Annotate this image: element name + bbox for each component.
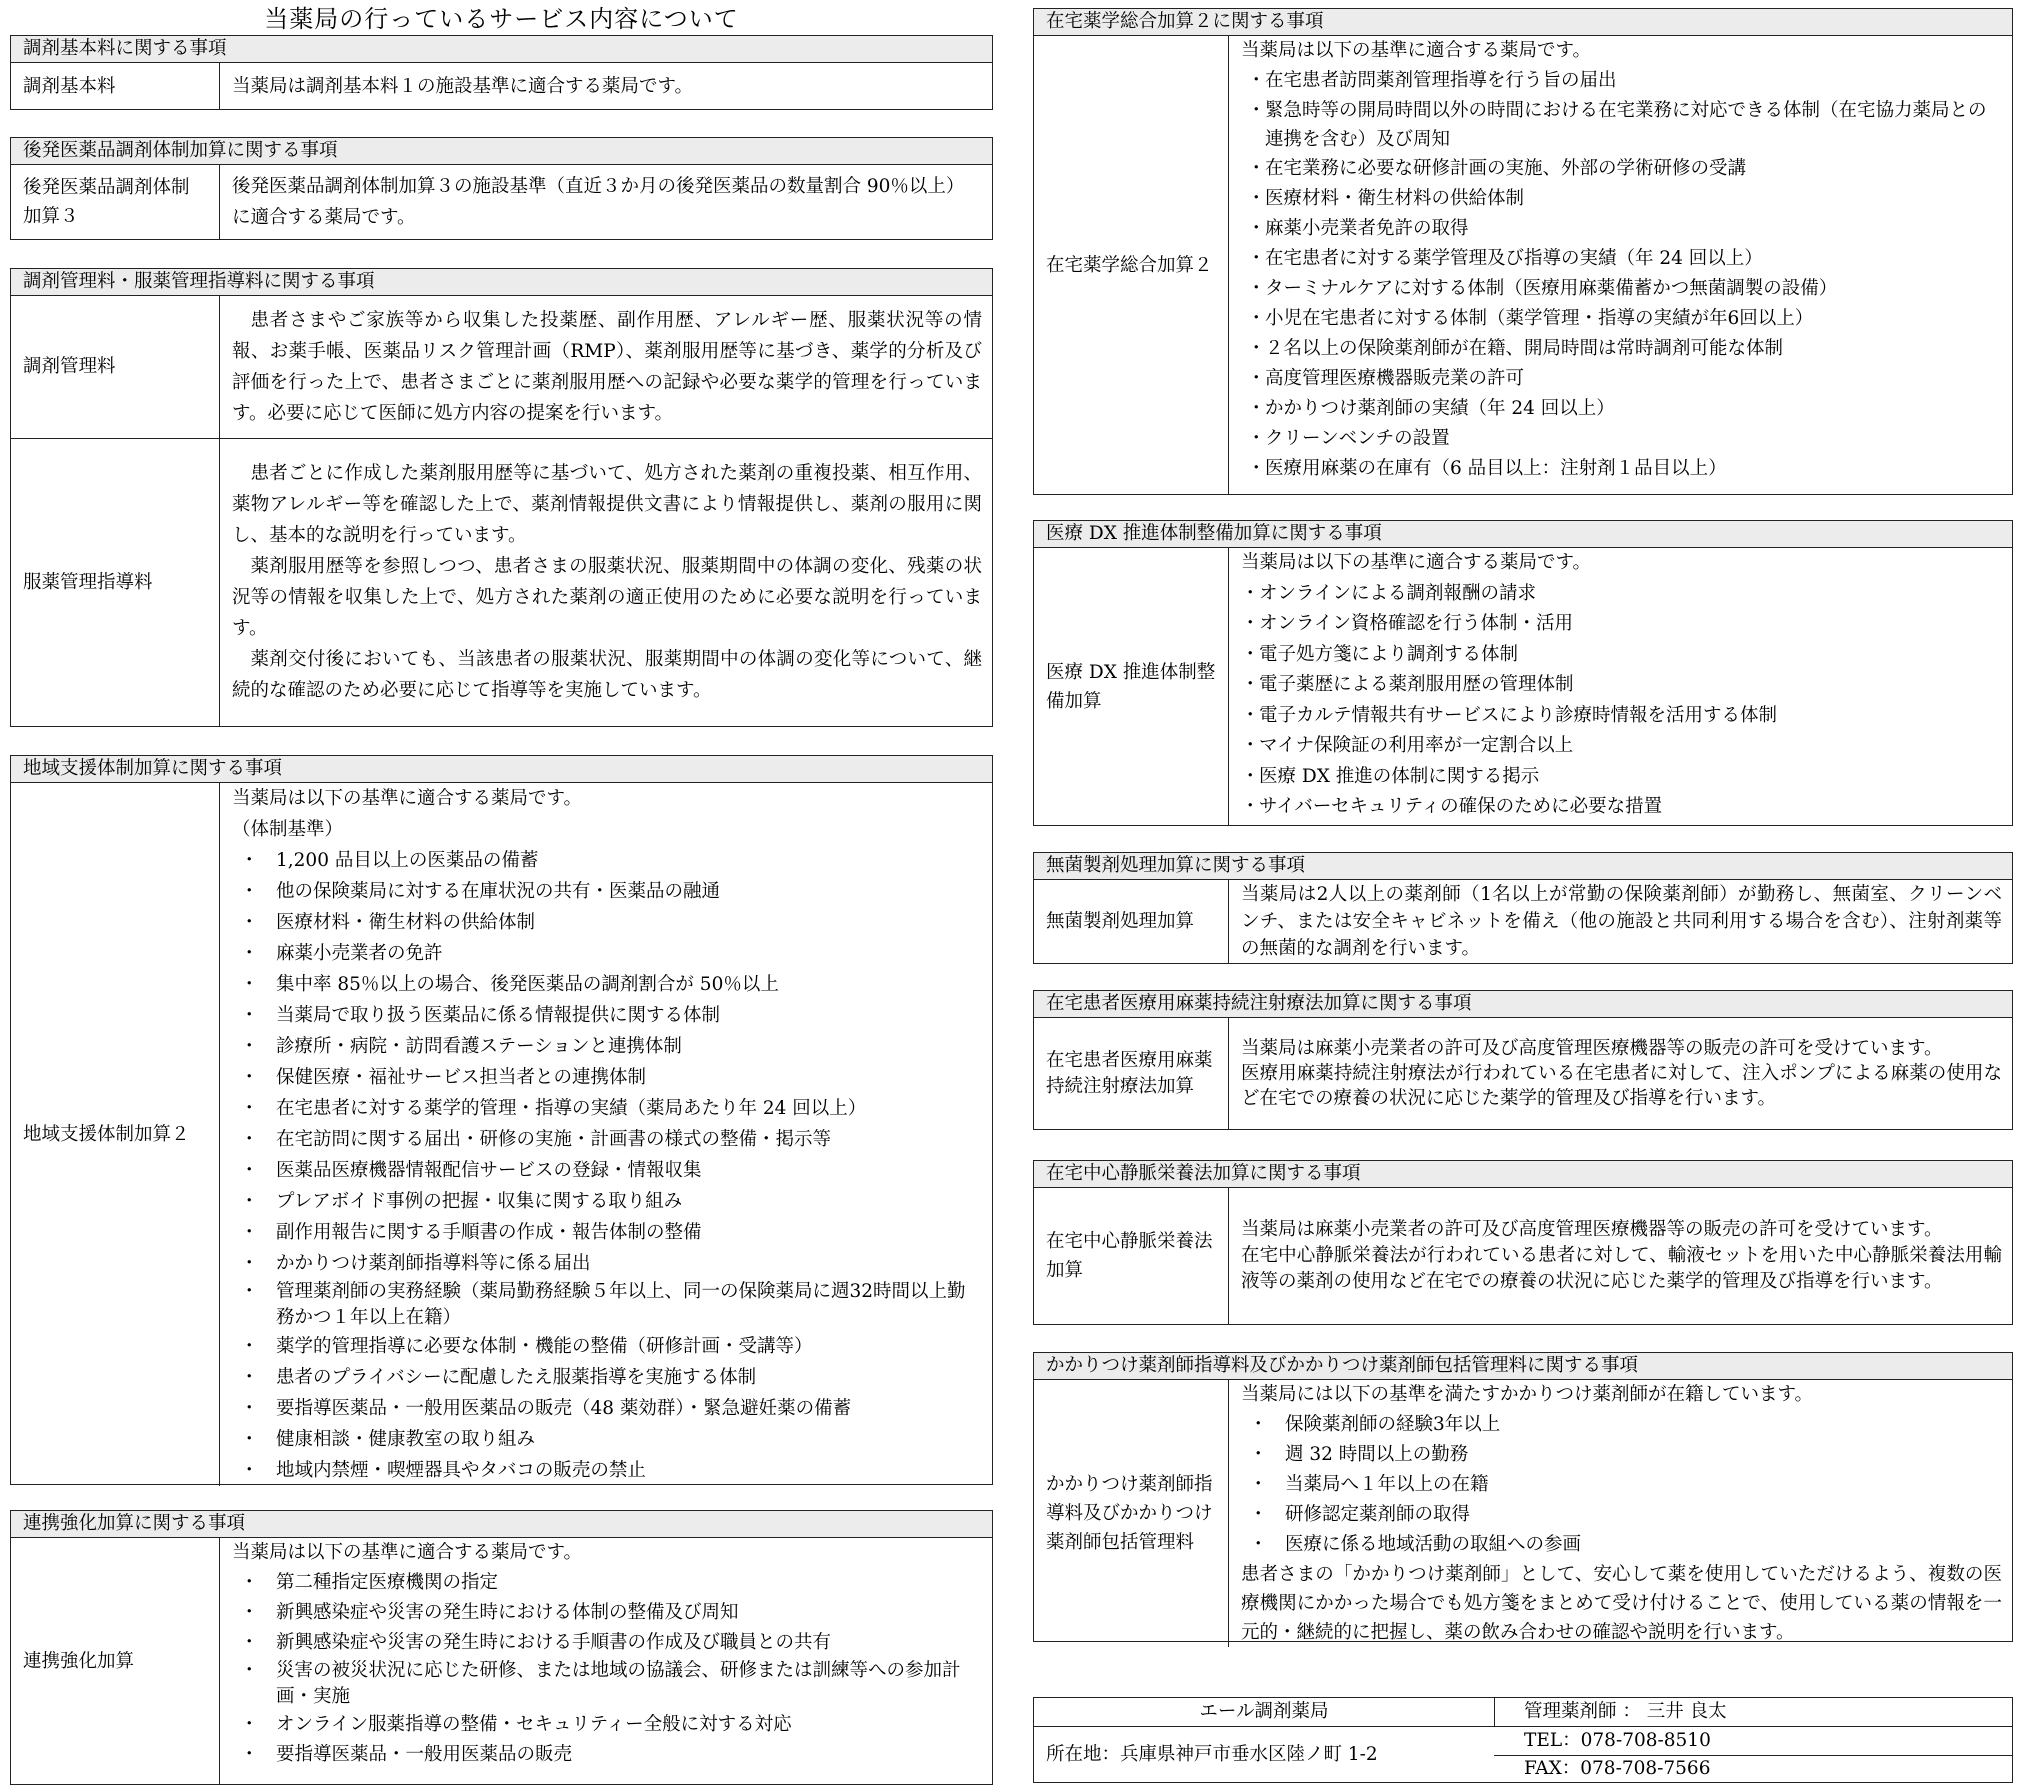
intro-text: 当薬局は以下の基準に適合する薬局です。: [1241, 40, 1592, 61]
list-item: ・ 医療に係る地域活動の取組への参画: [1241, 1530, 2002, 1560]
list-item: ・ 副作用報告に関する手順書の作成・報告体制の整備: [232, 1217, 982, 1248]
criteria-list: [1241, 579, 2002, 823]
row-label: 地域支援体制加算２: [11, 783, 220, 1486]
list-item: ・ オンラインによる調剤報酬の請求: [1241, 579, 2002, 610]
section-heading: 後発医薬品調剤体制加算に関する事項: [11, 138, 992, 165]
pharmacy-info-footer: [1033, 1697, 2013, 1783]
section-regional-support-addition: [10, 755, 993, 1485]
section-heading: 調剤基本料に関する事項: [11, 36, 992, 63]
row-label: かかりつけ薬剤師指導料及びかかりつけ薬剤師包括管理料: [1034, 1380, 1229, 1647]
list-item: ・ 薬学的管理指導に必要な体制・機能の整備（研修計画・受講等）: [232, 1331, 982, 1362]
paragraph: 当薬局は麻薬小売業者の許可及び高度管理医療機器等の販売の許可を受けています。: [1241, 1219, 1943, 1240]
fax-number: FAX：078-708-7566: [1524, 1758, 1711, 1779]
row-label: 服薬管理指導料: [11, 438, 220, 726]
list-item: ・ 災害の被災状況に応じた研修、または地域の協議会、研修または訓練等への参加計画・実施: [232, 1658, 982, 1710]
list-item: ・ 在宅患者訪問薬剤管理指導を行う旨の届出: [1247, 66, 2002, 96]
address: 所在地：兵庫県神戸市垂水区陸ノ町 1-2: [1046, 1744, 1378, 1765]
list-item: ・ ターミナルケアに対する体制（医療用麻薬備蓄かつ無菌調製の設備）: [1247, 274, 2002, 304]
list-item: ・ 患者のプライバシーに配慮したえ服薬指導を実施する体制: [232, 1362, 982, 1393]
list-item: ・ 集中率 85％以上の場合、後発医薬品の調剤割合が 50％以上: [232, 969, 982, 1000]
list-item: ・ 医療材料・衛生材料の供給体制: [232, 907, 982, 938]
list-item: ・ ２名以上の保険薬剤師が在籍、開局時間は常時調剤可能な体制: [1247, 334, 2002, 364]
list-item: ・ 小児在宅患者に対する体制（薬学管理・指導の実績が年6回以上）: [1247, 304, 2002, 334]
intro-text: 当薬局は以下の基準に適合する薬局です。: [232, 1542, 583, 1563]
list-item: ・ 1,200 品目以上の医薬品の備蓄: [232, 845, 982, 876]
row-label: 連携強化加算: [11, 1538, 220, 1784]
section-heading: 調剤管理料・服薬管理指導料に関する事項: [11, 269, 992, 296]
list-item: ・ 在宅患者に対する薬学管理及び指導の実績（年 24 回以上）: [1247, 244, 2002, 274]
row-label: 調剤基本料: [11, 63, 220, 109]
list-item: ・ 医薬品医療機器情報配信サービスの登録・情報収集: [232, 1155, 982, 1186]
list-item: ・ クリーンベンチの設置: [1247, 424, 2002, 454]
list-item: ・ 地域内禁煙・喫煙器具やタバコの販売の禁止: [232, 1455, 982, 1486]
closing-text: 患者さまの「かかりつけ薬剤師」として、安心して薬を使用していただけるよう、複数の医療機関にかかった場合でも処方箋をまとめて受け付けることで、使用している薬の情報を一元的・継続的に把握し、薬の飲み合わせの確認や説明を行います。: [1241, 1564, 2002, 1643]
row-label: 後発医薬品調剤体制加算３: [11, 165, 220, 239]
list-item: ・ 管理薬剤師の実務経験（薬局勤務経験５年以上、同一の保険薬局に週32時間以上勤務かつ１年以上在籍）: [232, 1279, 982, 1331]
paragraph: 在宅中心静脈栄養法が行われている患者に対して、輸液セットを用いた中心静脈栄養法用輸液等の薬剤の使用など在宅での療養の状況に応じた薬学的管理及び指導を行います。: [1241, 1245, 2002, 1292]
list-item: ・ プレアボイド事例の把握・収集に関する取り組み: [232, 1186, 982, 1217]
row-label: 調剤管理料: [11, 296, 220, 438]
row-content: 患者さまやご家族等から収集した投薬歴、副作用歴、アレルギー歴、服薬状況等の情報、お薬手帳、医薬品リスク管理計画（RMP）、薬剤服用歴等に基づき、薬学的分析及び評価を行った上で、患者さまごとに薬剤服用歴への記録や必要な薬学的管理を行っています。必要に応じて医師に処方内容の提案を行います。: [232, 309, 982, 424]
list-item: ・ 電子薬歴による薬剤服用歴の管理体制: [1241, 670, 2002, 701]
section-heading: かかりつけ薬剤師指導料及びかかりつけ薬剤師包括管理料に関する事項: [1034, 1353, 2012, 1380]
list-item: ・ 要指導医薬品・一般用医薬品の販売（48 薬効群）・緊急避妊薬の備蓄: [232, 1393, 982, 1424]
list-item: ・ 高度管理医療機器販売業の許可: [1247, 364, 2002, 394]
section-home-tpn-addition: [1033, 1160, 2013, 1325]
section-medical-dx-addition: [1033, 520, 2013, 826]
list-item: ・ サイバーセキュリティの確保のために必要な措置: [1241, 792, 2002, 823]
list-item: ・ 診療所・病院・訪問看護ステーションと連携体制: [232, 1031, 982, 1062]
list-item: ・ 要指導医薬品・一般用医薬品の販売: [232, 1740, 982, 1770]
section-heading: 在宅中心静脈栄養法加算に関する事項: [1034, 1161, 2012, 1188]
row-label: 在宅薬学総合加算２: [1034, 36, 1229, 494]
row-content: 後発医薬品調剤体制加算３の施設基準（直近３か月の後発医薬品の数量割合 90％以上）に適合する薬局です。: [232, 176, 965, 228]
list-item: ・ 在宅患者に対する薬学的管理・指導の実績（薬局あたり年 24 回以上）: [232, 1093, 982, 1124]
intro-text: 当薬局には以下の基準を満たすかかりつけ薬剤師が在籍しています。: [1241, 1384, 1814, 1405]
paragraph: 患者ごとに作成した薬剤服用歴等に基づいて、処方された薬剤の重複投薬、相互作用、 薬物アレルギー等を確認した上で、薬剤情報提供文書により情報提供し、薬剤の服用に関し、基本的な説明を行っています。: [232, 463, 982, 547]
list-item: ・ 緊急時等の開局時間以外の時間における在宅業務に対応できる体制（在宅協力薬局との連携を含む）及び周知: [1247, 96, 2002, 154]
list-item: ・ 麻薬小売業者免許の取得: [1247, 214, 2002, 244]
document-title: 当薬局の行っているサービス内容について: [264, 5, 739, 33]
section-dispensing-basic-fee: [10, 35, 993, 110]
row-label: 無菌製剤処理加算: [1034, 880, 1229, 963]
section-home-pharmacy-addition: [1033, 8, 2013, 495]
list-item: ・ 医療材料・衛生材料の供給体制: [1247, 184, 2002, 214]
list-item: ・ オンライン資格確認を行う体制・活用: [1241, 609, 2002, 640]
row-label: 医療 DX 推進体制整備加算: [1034, 548, 1229, 825]
list-item: ・ 医療用麻薬の在庫有（6 品目以上：注射剤１品目以上）: [1247, 454, 2002, 484]
list-item: ・ マイナ保険証の利用率が一定割合以上: [1241, 731, 2002, 762]
paragraph: 医療用麻薬持続注射療法が行われている在宅患者に対して、注入ポンプによる麻薬の使用など在宅での療養の状況に応じた薬学的管理及び指導を行います。: [1241, 1063, 2002, 1109]
criteria-list: [1241, 1410, 2002, 1560]
list-item: ・ 麻薬小売業者の免許: [232, 938, 982, 969]
section-heading: 無菌製剤処理加算に関する事項: [1034, 853, 2012, 880]
section-sterile-preparation-addition: [1033, 852, 2013, 964]
section-dispensing-management-fee: [10, 268, 993, 727]
section-home-narcotic-injection-addition: [1033, 990, 2013, 1130]
list-item: ・ かかりつけ薬剤師の実績（年 24 回以上）: [1247, 394, 2002, 424]
criteria-list: [1241, 66, 2002, 484]
list-item: ・ 第二種指定医療機関の指定: [232, 1568, 982, 1598]
list-item: ・ 他の保険薬局に対する在庫状況の共有・医薬品の融通: [232, 876, 982, 907]
criteria-list: [232, 1568, 982, 1770]
list-item: ・ 新興感染症や災害の発生時における体制の整備及び周知: [232, 1598, 982, 1628]
section-family-pharmacist-addition: [1033, 1352, 2013, 1642]
list-item: ・ 当薬局へ１年以上の在籍: [1241, 1470, 2002, 1500]
pharmacy-name: エール調剤薬局: [1199, 1701, 1329, 1722]
section-generic-drug-addition: [10, 137, 993, 240]
list-item: ・ 新興感染症や災害の発生時における手順書の作成及び職員との共有: [232, 1628, 982, 1658]
list-item: ・ 医療 DX 推進の体制に関する掲示: [1241, 762, 2002, 793]
list-item: ・ 保健医療・福祉サービス担当者との連携体制: [232, 1062, 982, 1093]
list-item: ・ 在宅訪問に関する届出・研修の実施・計画書の様式の整備・掲示等: [232, 1124, 982, 1155]
row-content: 当薬局は調剤基本料１の施設基準に適合する薬局です。: [232, 75, 694, 97]
list-item: ・ 週 32 時間以上の勤務: [1241, 1440, 2002, 1470]
list-item: ・ かかりつけ薬剤師指導料等に係る届出: [232, 1248, 982, 1279]
paragraph: 薬剤交付後においても、当該患者の服薬状況、服薬期間中の体調の変化等について、継続的な確認のため必要に応じて指導等を実施しています。: [232, 649, 982, 702]
intro-text: 当薬局は以下の基準に適合する薬局です。: [1241, 552, 1592, 573]
manager-name: 管理薬剤師 ： 三井 良太: [1524, 1701, 1727, 1722]
row-label: 在宅中心静脈栄養法加算: [1034, 1188, 1229, 1324]
phone-number: TEL：078-708-8510: [1524, 1730, 1711, 1751]
list-item: ・ 在宅業務に必要な研修計画の実施、外部の学術研修の受講: [1247, 154, 2002, 184]
list-item: ・ 電子カルテ情報共有サービスにより診療時情報を活用する体制: [1241, 701, 2002, 732]
section-heading: 在宅薬学総合加算２に関する事項: [1034, 9, 2012, 36]
sub-heading: （体制基準）: [232, 819, 344, 840]
list-item: ・ 当薬局で取り扱う医薬品に係る情報提供に関する体制: [232, 1000, 982, 1031]
intro-text: 当薬局は以下の基準に適合する薬局です。: [232, 788, 583, 809]
section-heading: 連携強化加算に関する事項: [11, 1511, 992, 1538]
section-heading: 医療 DX 推進体制整備加算に関する事項: [1034, 521, 2012, 548]
list-item: ・ 電子処方箋により調剤する体制: [1241, 640, 2002, 671]
list-item: ・ 保険薬剤師の経験3年以上: [1241, 1410, 2002, 1440]
list-item: ・ オンライン服薬指導の整備・セキュリティー全般に対する対応: [232, 1710, 982, 1740]
section-heading: 地域支援体制加算に関する事項: [11, 756, 992, 783]
paragraph: 当薬局は麻薬小売業者の許可及び高度管理医療機器等の販売の許可を受けています。: [1241, 1038, 1943, 1059]
section-heading: 在宅患者医療用麻薬持続注射療法加算に関する事項: [1034, 991, 2012, 1018]
row-label: 在宅患者医療用麻薬持続注射療法加算: [1034, 1018, 1229, 1129]
row-content: 当薬局は2人以上の薬剤師（1名以上が常勤の保険薬剤師）が勤務し、無菌室、クリーンベンチ、または安全キャビネットを備え（他の施設と共同利用する場合を含む）、注射剤薬等の無菌的な調剤を行います。: [1241, 884, 2002, 959]
list-item: ・ 研修認定薬剤師の取得: [1241, 1500, 2002, 1530]
criteria-list: [232, 845, 982, 1486]
section-collaboration-addition: [10, 1510, 993, 1785]
list-item: ・ 健康相談・健康教室の取り組み: [232, 1424, 982, 1455]
paragraph: 薬剤服用歴等を参照しつつ、患者さまの服薬状況、服薬期間中の体調の変化、残薬の状況等の情報を収集した上で、処方された薬剤の適正使用のために必要な説明を行っています。: [232, 556, 982, 640]
